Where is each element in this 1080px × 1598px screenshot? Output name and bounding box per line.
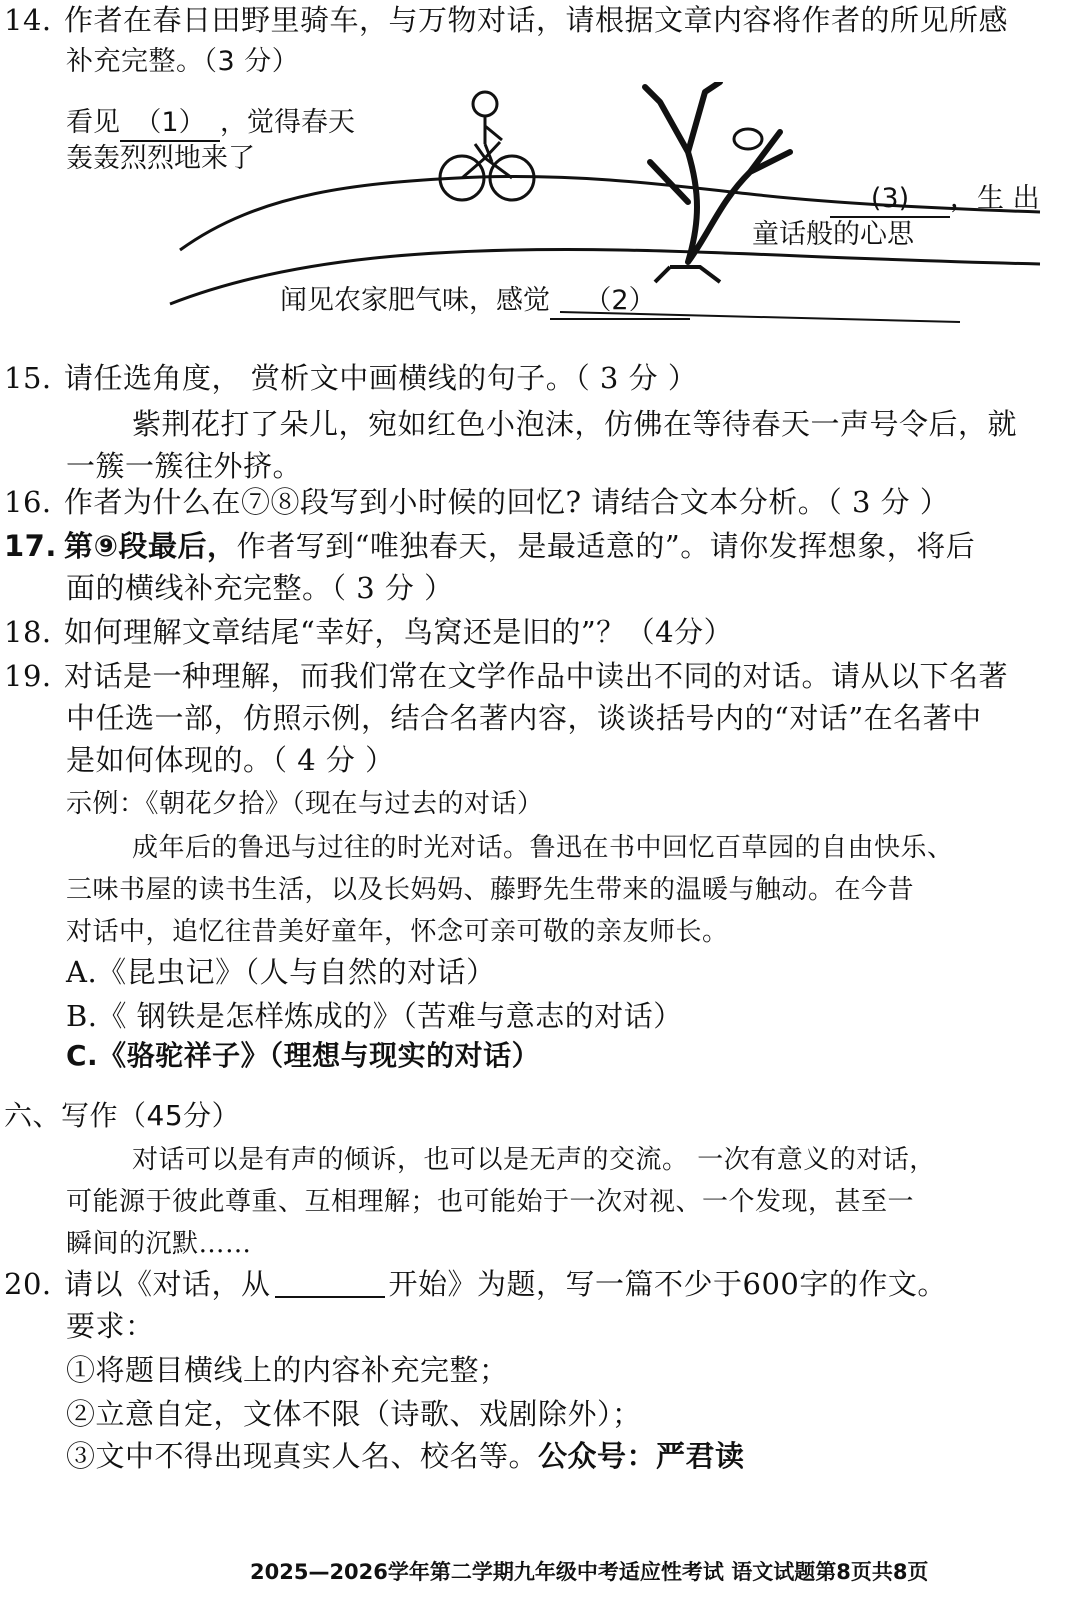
q16-line bbox=[4, 482, 949, 522]
q19-option-a: A.《昆虫记》（人与自然的对话） bbox=[66, 955, 496, 989]
q17-text-bold: 第⑨段最后， bbox=[64, 529, 237, 563]
q19-line3: 是如何体现的。（ 4 分 ） bbox=[66, 743, 395, 777]
label1-blank: （1） bbox=[120, 106, 220, 142]
q14-line2: 补充完整。（3 分） bbox=[66, 46, 300, 77]
q20-text-post: 开始》为题，写一篇不少于600字的作文。 bbox=[388, 1267, 947, 1301]
q15-quote-line1: 紫荆花打了朵儿，宛如红色小泡沫，仿佛在等待春天一声号令后，就 bbox=[132, 407, 1018, 441]
label1-post: ，觉得春天 bbox=[220, 107, 355, 138]
label2-blank: （2） bbox=[550, 284, 690, 320]
label3-line2: 童话般的心思 bbox=[752, 219, 914, 250]
watermark-text: 公众号：严君读 bbox=[538, 1439, 745, 1473]
q18-line bbox=[4, 612, 733, 652]
q19-option-b: B.《 钢铁是怎样炼成的》（苦难与意志的对话） bbox=[66, 999, 683, 1033]
q19-example-line2: 三味书屋的读书生活，以及长妈妈、藤野先生带来的温暖与触动。在今昔 bbox=[66, 875, 915, 905]
q19-option-c: C.《骆驼祥子》（理想与现实的对话） bbox=[66, 1039, 541, 1072]
q15-text: 请任选角度， 赏析文中画横线的句子。（ 3 分 ） bbox=[64, 361, 698, 395]
q20-req-3-row bbox=[66, 1436, 745, 1476]
q14-illustration bbox=[60, 82, 1060, 332]
q19-example-line3: 对话中，追忆往昔美好童年，怀念可亲可敬的亲友师长。 bbox=[66, 917, 729, 947]
label1-line2: 轰轰烈烈地来了 bbox=[66, 143, 255, 174]
label3-blank: (3) bbox=[830, 182, 950, 218]
girl-head-icon bbox=[473, 92, 497, 116]
nest-icon bbox=[734, 129, 762, 149]
q20-req-1: ①将题目横线上的内容补充完整； bbox=[66, 1353, 509, 1387]
q19-line2: 中任选一部，仿照示例，结合名著内容，谈谈括号内的“对话”在名著中 bbox=[66, 701, 982, 735]
section6-title: 六、写作（45分） bbox=[4, 1099, 241, 1132]
label1-pre: 看见 bbox=[66, 107, 120, 138]
q18-text: 如何理解文章结尾“幸好，鸟窝还是旧的”？（4分） bbox=[64, 615, 734, 649]
q17-text-line1: 作者写到“唯独春天，是最适意的”。请你发挥想象，将后 bbox=[236, 529, 976, 563]
q20-text-pre: 请以《对话，从 bbox=[64, 1267, 271, 1301]
section6-intro-line1: 对话可以是有声的倾诉，也可以是无声的交流。 一次有意义的对话， bbox=[132, 1145, 936, 1175]
q14-line1 bbox=[4, 0, 1008, 40]
q18-number: 18. bbox=[4, 615, 52, 649]
q15-quote-line2: 一簇一簇往外挤。 bbox=[66, 449, 303, 483]
q15-line bbox=[4, 358, 697, 398]
q19-line1 bbox=[4, 656, 1008, 696]
label1-line1 bbox=[66, 106, 355, 142]
section6-intro-line3: 瞬间的沉默…… bbox=[66, 1229, 252, 1259]
label3-line1 bbox=[830, 182, 1040, 218]
q16-number: 16. bbox=[4, 485, 52, 519]
label3-post: ，生 出 bbox=[950, 183, 1040, 214]
q17-line2: 面的横线补充完整。（ 3 分 ） bbox=[66, 571, 454, 605]
q19-example-line1: 成年后的鲁迅与过往的时光对话。鲁迅在书中回忆百草园的自由快乐、 bbox=[132, 833, 954, 863]
q19-text-line1: 对话是一种理解，而我们常在文学作品中读出不同的对话。请从以下名著 bbox=[64, 659, 1009, 693]
q14-number: 14. bbox=[4, 3, 52, 37]
q20-req-3: ③文中不得出现真实人名、校名等。 bbox=[66, 1439, 539, 1473]
q15-number: 15. bbox=[4, 361, 52, 395]
q20-title-blank bbox=[275, 1270, 385, 1298]
q19-example-title: 示例：《朝花夕拾》（现在与过去的对话） bbox=[66, 789, 544, 819]
q19-number: 19. bbox=[4, 659, 52, 693]
label2-line bbox=[280, 284, 690, 320]
label2-pre: 闻见农家肥气味，感觉 bbox=[280, 285, 550, 316]
q20-number: 20. bbox=[4, 1267, 52, 1301]
q17-number: 17. bbox=[4, 529, 57, 563]
page-footer: 2025—2026学年第二学期九年级中考适应性考试 语文试题第8页共8页 bbox=[250, 1560, 929, 1584]
q20-req-2: ②立意自定，文体不限（诗歌、戏剧除外）； bbox=[66, 1397, 642, 1431]
q20-line bbox=[4, 1264, 947, 1304]
section6-intro-line2: 可能源于彼此尊重、互相理解；也可能始于一次对视、一个发现，甚至一 bbox=[66, 1187, 915, 1217]
q17-line1 bbox=[4, 526, 975, 566]
q16-text: 作者为什么在⑦⑧段写到小时候的回忆? 请结合文本分析。（ 3 分 ） bbox=[64, 485, 950, 519]
q20-req-title: 要求： bbox=[66, 1309, 155, 1343]
q14-text-line1: 作者在春日田野里骑车，与万物对话，请根据文章内容将作者的所见所感 bbox=[64, 3, 1009, 37]
